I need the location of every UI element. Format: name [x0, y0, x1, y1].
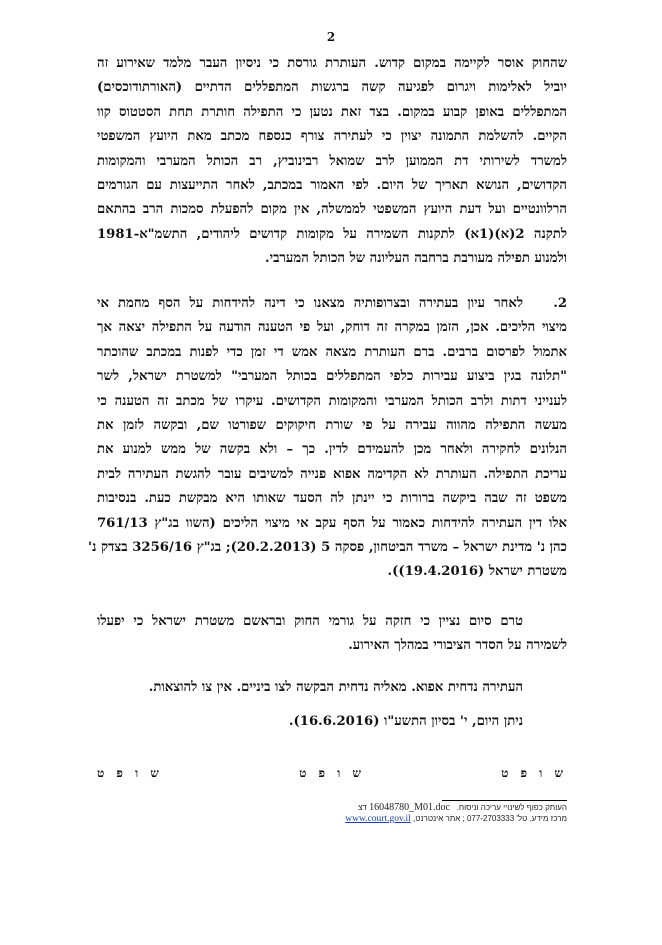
text-line: ולמנוע תפילה מעורבת ברחבה העליונה של הכותל המערבי. [265, 251, 567, 267]
text-line: הרלוונטיים ועל דעת היועץ המשפטי לממשלה, אין מקום להפעלת סמכות הרב בהתאם [97, 202, 567, 218]
text-line: לשמירה על הסדר הציבורי במהלך האירוע. [348, 638, 567, 654]
copy-note: העותק כפוף לשינויי עריכה וניסוח. [456, 803, 567, 812]
doc-suffix: דצ [358, 803, 367, 812]
website-link[interactable]: www.court.gov.il [345, 814, 411, 824]
info-center: מרכז מידע, טל' 077-2703333 ; אתר אינטרנט, [413, 814, 567, 823]
text-line: מיצוי הליכים. אכן, הזמן במקרה זה דוחק, ועל פי הטענה הודעה על התפילה יצאה אך [97, 320, 567, 336]
text-line: "תלונה בגין ביצוע עבירות כלפי המתפללים בכותל המערבי" למשטרת ישראל, לשר [97, 369, 567, 385]
text-line: משטרת ישראל (19.4.2016)). [387, 564, 567, 580]
text-line: למשרד לשירותי דת הממוען לרב שמואל רבינוביץ, רב הכותל המערבי והמקומות [97, 153, 567, 169]
paragraph-continuation [97, 52, 567, 272]
footer-line-2 [345, 813, 567, 825]
given-date [97, 710, 567, 734]
text-line: יוביל לאלימות ויגרום לפגיעה קשה ברגשות המתפללים הדתיים (האורתודוכסים) [97, 80, 567, 96]
judge-signature: ש ו פ ט [299, 766, 365, 780]
text-line: מעשה התפילה מהווה עבירה על פי שורת חיקוקים שפורטו שם, ובקשה לזמן את [97, 418, 567, 434]
text-line: טרם סיום נציין כי חזקה על גורמי החוק ובראשם משטרת ישראל כי יפעלו [97, 614, 523, 629]
text-line-numbered [97, 292, 567, 316]
paragraph-3 [97, 610, 567, 659]
ruling [97, 676, 567, 700]
doc-filename: 16048780_M01.doc [369, 802, 450, 813]
page-number: 2 [326, 30, 336, 44]
text-line: לאחר עיון בעתירה ובצרופותיה מצאנו כי דינה להידחות על הסף מחמת אי [97, 296, 523, 311]
text-line: משפט זה שבה ביקשה ברורות כי יינתן לה הסעד שאותו היא מבקשת כעת. בנסיבות [97, 491, 567, 507]
text-line: כהן נ' מדינת ישראל – משרד הביטחון, פסקה 5 (20.2.2013); בג"ץ 3256/16 בצדק נ' [88, 540, 567, 556]
given-date-text: ניתן היום, י' בסיון התשע"ו (16.6.2016). [288, 714, 523, 729]
text-line: אתמול לפרסום ברבים. ברם העותרת מצאה אמש די זמן כדי לפנות במכתב שהוכתר [97, 344, 567, 360]
text-line: הקיים. להשלמת התמונה יצוין כי לעתירה צורף כנספח מכתב מאת היועץ המשפטי [97, 129, 567, 145]
text-line: המתפללים באופן קבוע במקום. בצד זאת נטען כי התפילה חותרת תחת הסטטוס קוו [97, 104, 567, 120]
paragraph-2 [88, 292, 567, 585]
footer-divider [442, 800, 567, 801]
text-line: עריכת התפילה. העותרת לא הקדימה אפוא פנייה למשיבים עובר להגשת העתירה לבית [97, 466, 567, 482]
text-line: לענייני דתות ולרב הכותל המערבי והמקומות הקדושים. עיקרו של מכתב זה הטענה כי [97, 393, 567, 409]
judge-signature: ש ו פ ט [501, 766, 567, 780]
text-line: לתקנה 2(א)(1א) לתקנות השמירה על מקומות קדושים ליהודים, התשמ"א-1981 [97, 226, 568, 242]
paragraph-number: 2. [553, 296, 567, 311]
text-line: שהחוק אוסר לקיימה במקום קדוש. העותרת גורסת כי ניסיון העבר מלמד שאירוע זה [97, 56, 567, 71]
ruling-text: העתירה נדחית אפוא. מאליה נדחית הבקשה לצו ביניים. אין צו להוצאות. [148, 680, 523, 695]
text-line: הקדושים, הנושא תאריך של היום. לפי האמור במכתב, לאחר התייעצות עם הגורמים [97, 178, 567, 194]
text-line: אלו דין העתירה להידחות כאמור על הסף עקב אי מיצוי הליכים (השוו בג"ץ 761/13 [97, 515, 567, 531]
footer-line-1 [358, 802, 567, 813]
text-line: הנלונים לחקירה ולאחר מכן להעמידם לדין. כך – ולא בקשה של ממש למנוע את [97, 442, 567, 458]
judge-signature: ש ו פ ט [97, 766, 163, 780]
signatures [97, 766, 567, 781]
